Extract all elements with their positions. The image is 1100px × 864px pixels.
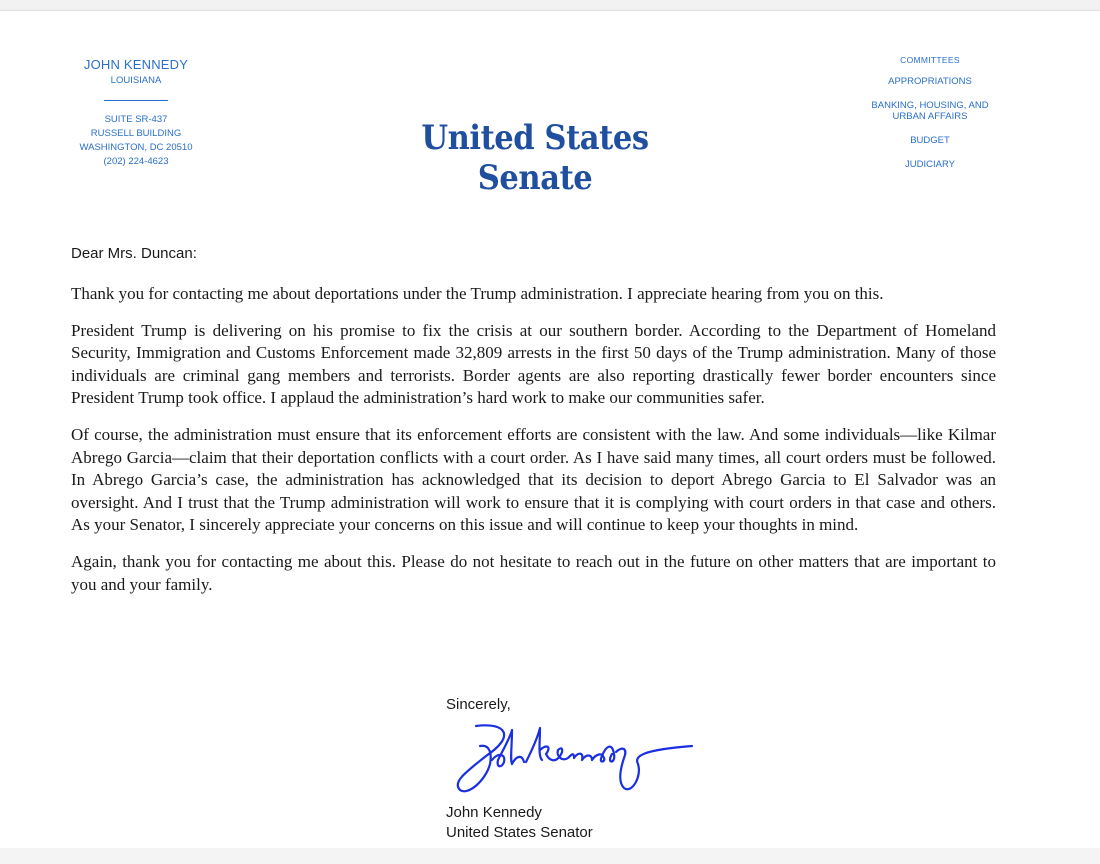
- senator-name: JOHN KENNEDY: [83, 57, 189, 72]
- closing: Sincerely,: [446, 696, 511, 713]
- address-line: SUITE SR-437: [104, 114, 168, 125]
- committees-heading: COMMITTEES: [900, 55, 960, 65]
- senate-title: United States Senate: [421, 118, 649, 198]
- committee-item: BUDGET: [910, 135, 950, 146]
- address-line: WASHINGTON, DC 20510: [79, 142, 193, 153]
- committee-item: APPROPRIATIONS: [888, 76, 972, 87]
- letterhead-divider: [104, 100, 168, 101]
- letter-paragraph: Of course, the administration must ensure that its enforcement efforts are consistent with the law. And some individuals—like Kilmar Abrego Garcia—claim that their deportation conflicts with a court order. As I have said many times, all court orders must be followed. In Abrego Garcia’s case, the administration has acknowledged that its decision to deport Abrego Garcia to El Salvador was an oversight. And I trust that the Trump administration will work to ensure that it is complying with court orders in that case and others. As your Senator, I sincerely appreciate your concerns on this issue and will continue to keep your thoughts in mind.: [71, 424, 996, 535]
- signer-name: John Kennedy: [446, 804, 542, 821]
- bottom-band: [0, 848, 1100, 864]
- committee-item: JUDICIARY: [905, 159, 955, 170]
- letter-body: [71, 283, 996, 610]
- letter-paragraph: Again, thank you for contacting me about this. Please do not hesitate to reach out in the future on other matters that are important to you and your family.: [71, 551, 996, 594]
- committees-list: [855, 55, 1005, 183]
- salutation: Dear Mrs. Duncan:: [71, 245, 197, 262]
- letter-paragraph: Thank you for contacting me about deportations under the Trump administration. I appreciate hearing from you on this.: [71, 284, 884, 303]
- senator-state: LOUISIANA: [110, 75, 162, 86]
- signature: [446, 716, 696, 796]
- top-rule: [0, 0, 1100, 11]
- letter-paragraph: President Trump is delivering on his promise to fix the crisis at our southern border. According to the Department of Homeland Security, Immigration and Customs Enforcement made 32,809 arrests in the first 50 days of the Trump administration. Many of those individuals are criminal gang members and terrorists. Border agents are also reporting drastically fewer border encounters since President Trump took office. I applaud the administration’s hard work to make our communities safer.: [71, 320, 996, 408]
- committee-item: BANKING, HOUSING, AND URBAN AFFAIRS: [871, 100, 989, 122]
- address-line: (202) 224-4623: [103, 156, 169, 167]
- address-line: RUSSELL BUILDING: [90, 128, 182, 139]
- signer-title: United States Senator: [446, 824, 593, 841]
- letterhead-left: [56, 57, 216, 169]
- signer-block: [446, 803, 593, 843]
